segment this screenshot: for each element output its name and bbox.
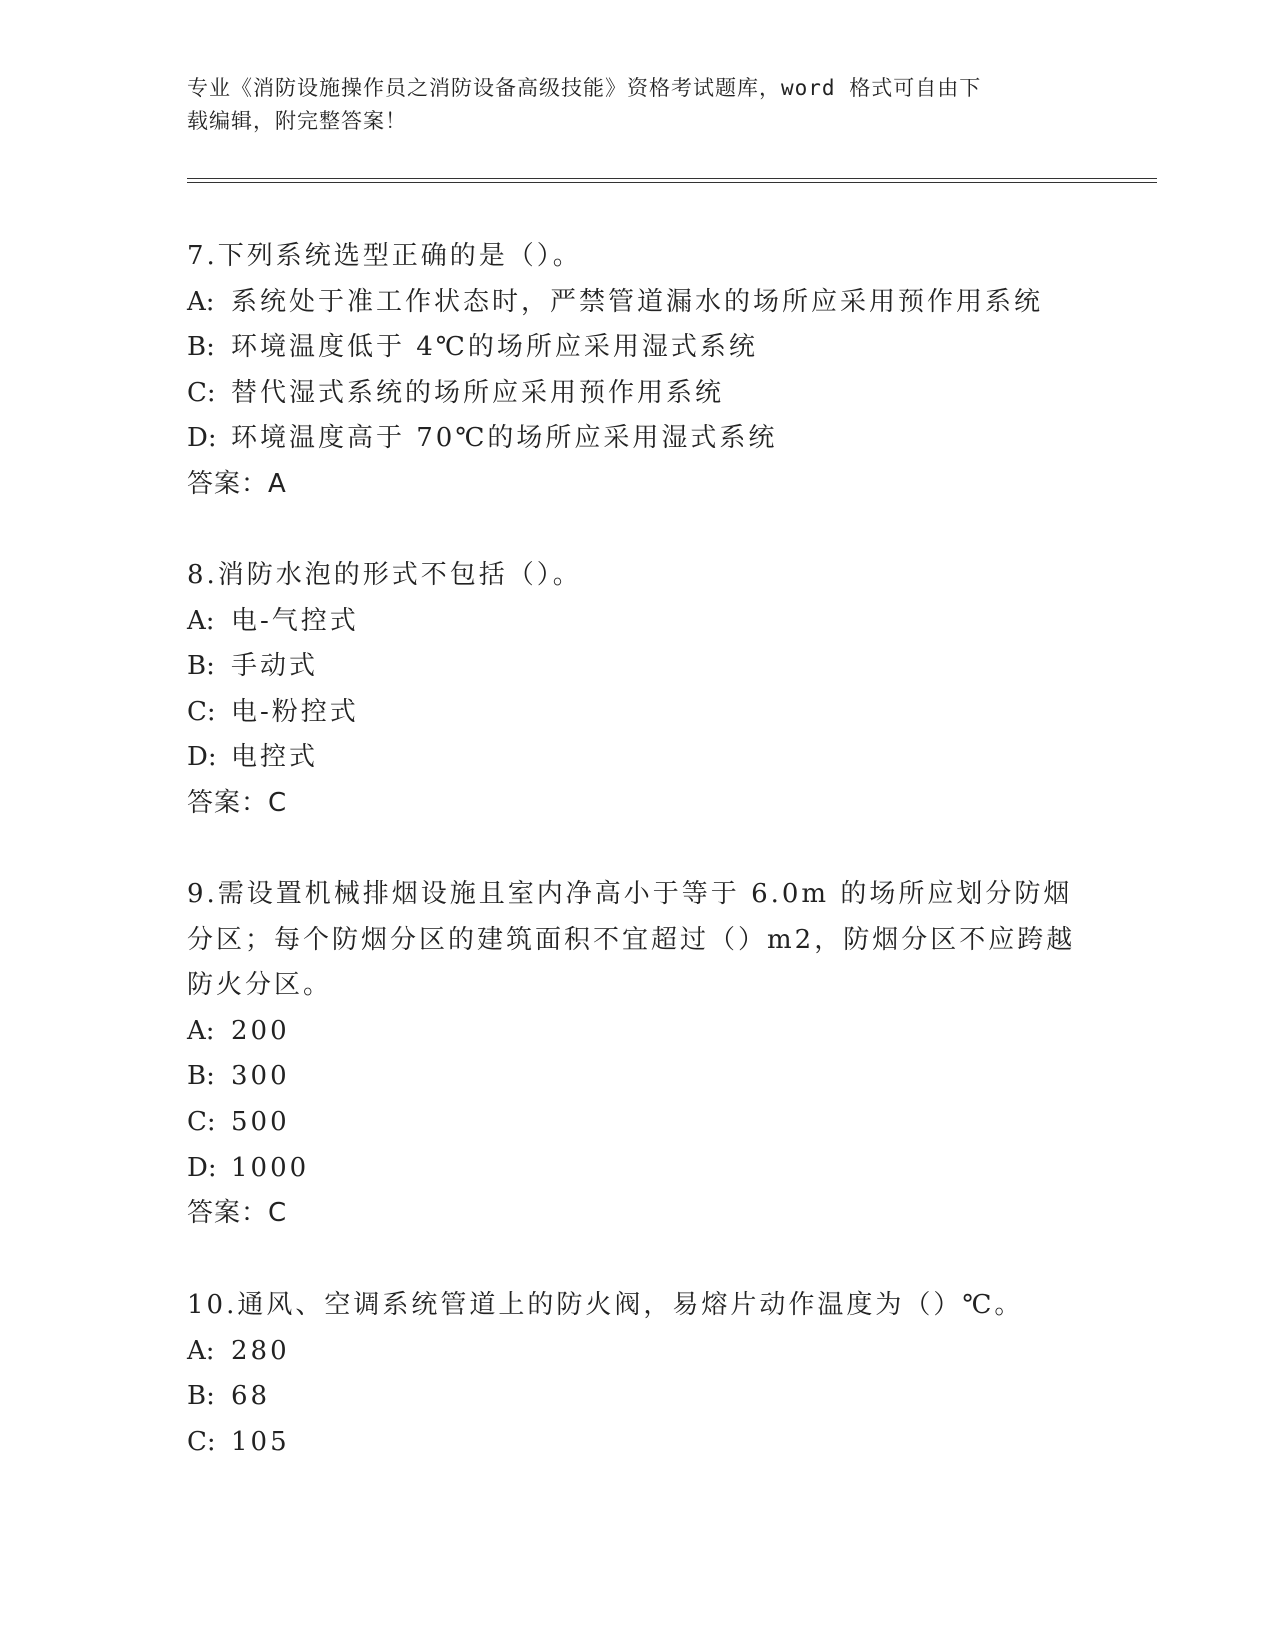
option-key: D:: [187, 742, 217, 773]
document-header: [187, 72, 1077, 138]
option-key: C:: [187, 377, 216, 408]
option-key: D:: [187, 1152, 217, 1183]
option-key: B:: [187, 651, 215, 682]
option-a: [187, 1009, 1087, 1055]
option-text: 系统处于准工作状态时，严禁管道漏水的场所应采用预作用系统: [231, 286, 1044, 317]
option-text: 280: [231, 1335, 290, 1366]
option-text: 1000: [231, 1152, 310, 1183]
option-b: [187, 1374, 1087, 1420]
question-8: [187, 553, 1087, 827]
header-divider: [187, 178, 1157, 183]
option-key: A:: [187, 1335, 215, 1366]
option-text: 500: [231, 1106, 290, 1137]
option-c: [187, 690, 1087, 736]
question-stem: 10.通风、空调系统管道上的防火阀，易熔片动作温度为（）℃。: [187, 1290, 1024, 1320]
option-key: B:: [187, 332, 215, 363]
option-c: [187, 1420, 1087, 1466]
header-intro-line-2: 载编辑，附完整答案！: [187, 109, 407, 133]
option-key: B:: [187, 1381, 215, 1412]
header-intro-line-1: 专业《消防设施操作员之消防设备高级技能》资格考试题库，word 格式可自由下: [187, 76, 982, 100]
option-key: D:: [187, 423, 217, 454]
option-text: 300: [231, 1061, 290, 1092]
option-text: 替代湿式系统的场所应采用预作用系统: [231, 377, 725, 408]
option-text: 电-粉控式: [231, 696, 359, 727]
option-text: 环境温度高于 70℃的场所应采用湿式系统: [231, 423, 778, 454]
option-b: [187, 325, 1087, 371]
option-c: [187, 371, 1087, 417]
option-text: 200: [231, 1015, 290, 1046]
option-a: [187, 1329, 1087, 1375]
option-d: [187, 416, 1087, 462]
option-key: C:: [187, 1426, 216, 1457]
option-c: [187, 1100, 1087, 1146]
question-stem: 9.需设置机械排烟设施且室内净高小于等于 6.0m 的场所应划分防烟分区；每个防烟分区的建筑面积不宜超过（）m2，防烟分区不应跨越防火分区。: [187, 879, 1076, 1001]
option-text: 电控式: [231, 742, 319, 773]
answer-line: 答案：C: [187, 787, 288, 818]
option-d: [187, 1146, 1087, 1192]
option-key: B:: [187, 1061, 215, 1092]
option-b: [187, 644, 1087, 690]
answer-line: 答案：A: [187, 468, 287, 499]
option-key: A:: [187, 1015, 215, 1046]
option-d: [187, 735, 1087, 781]
option-text: 68: [231, 1381, 271, 1412]
question-10: [187, 1283, 1087, 1465]
option-key: A:: [187, 286, 215, 317]
option-key: C:: [187, 696, 216, 727]
option-key: C:: [187, 1106, 216, 1137]
option-a: [187, 280, 1087, 326]
option-a: [187, 599, 1087, 645]
option-text: 环境温度低于 4℃的场所应采用湿式系统: [231, 332, 758, 363]
question-stem: 7.下列系统选型正确的是（）。: [187, 241, 582, 271]
question-stem: 8.消防水泡的形式不包括（）。: [187, 560, 582, 590]
answer-line: 答案：C: [187, 1198, 288, 1229]
option-text: 手动式: [231, 651, 319, 682]
question-9: [187, 872, 1087, 1237]
option-b: [187, 1054, 1087, 1100]
option-text: 电-气控式: [231, 605, 359, 636]
option-text: 105: [231, 1426, 290, 1457]
question-7: [187, 234, 1087, 508]
option-key: A:: [187, 605, 215, 636]
